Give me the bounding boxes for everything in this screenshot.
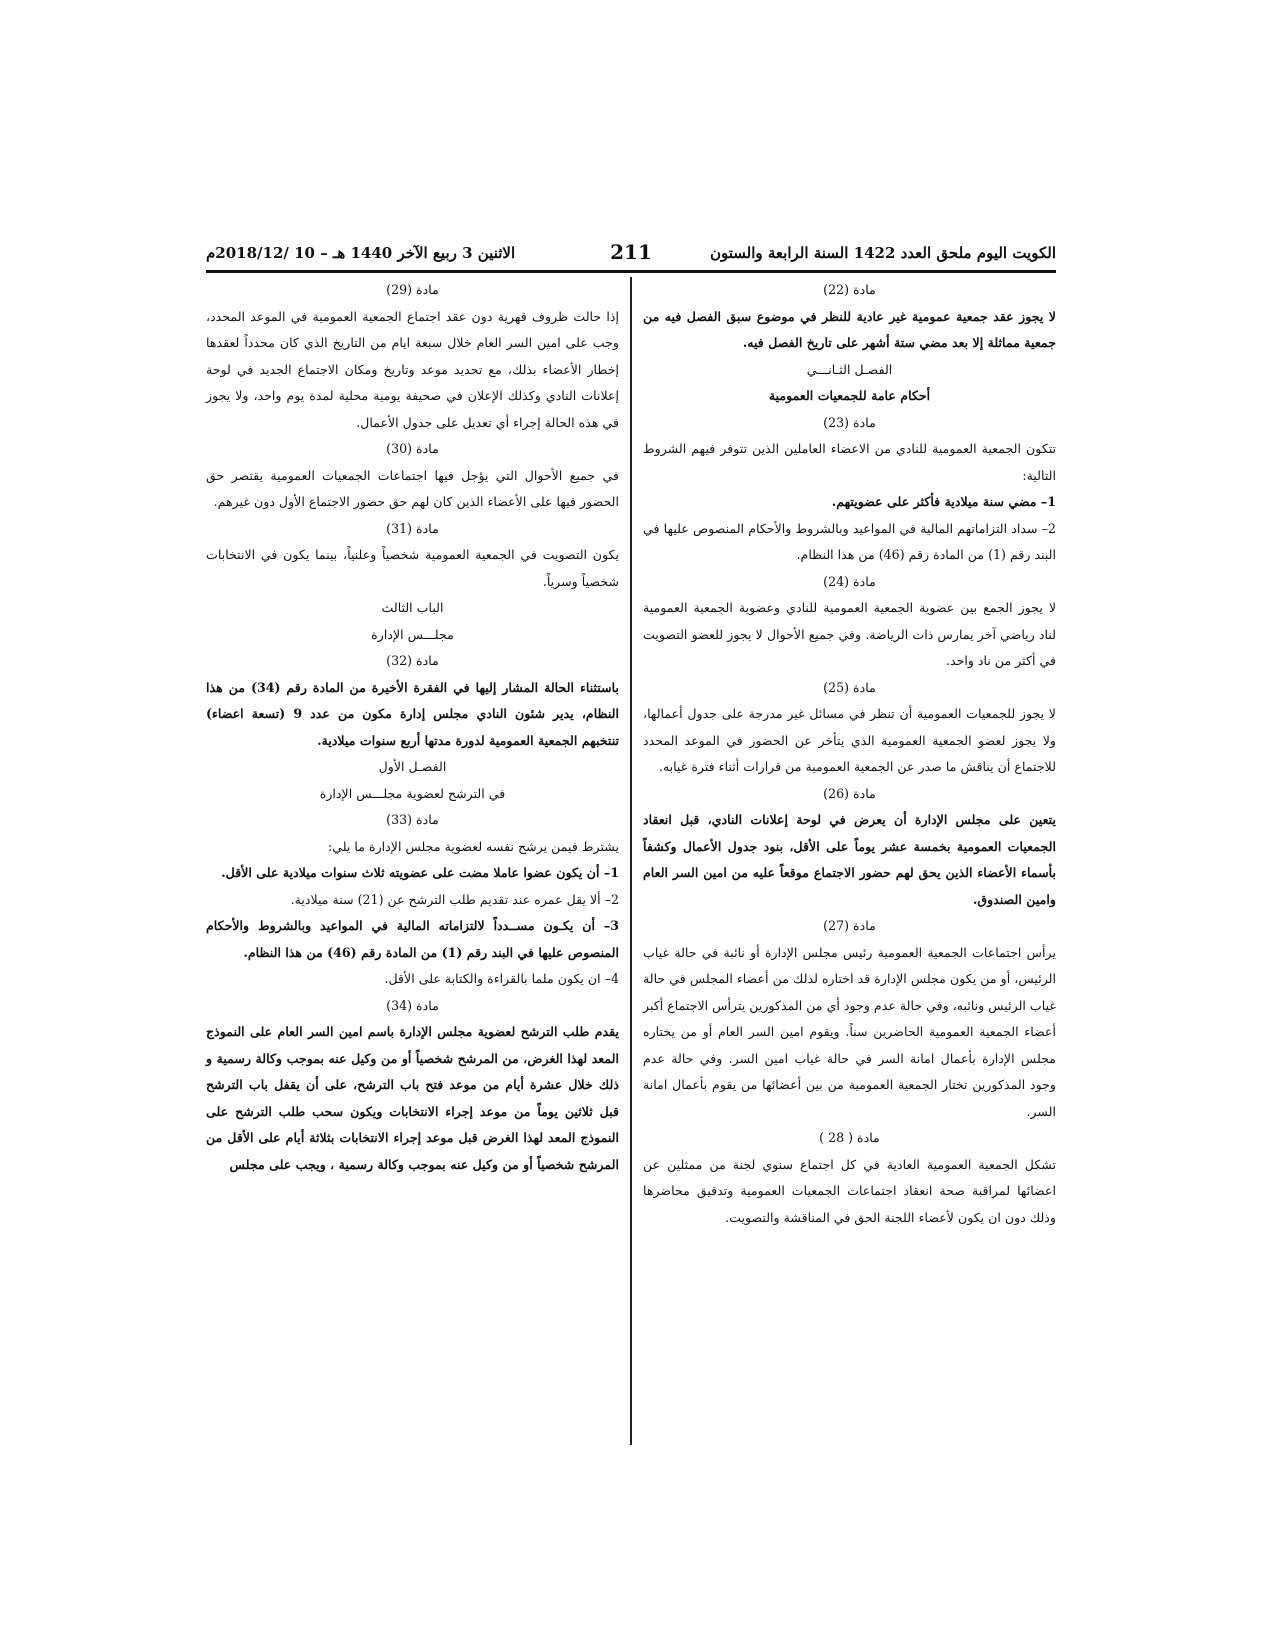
paragraph: لا يجوز الجمع بين عضوية الجمعية العمومية للنادي وعضوية الجمعية العمومية لناد رياضي آخر يمارس ذات الرياضة. وفي جميع الأحوال لا يجوز للعضو التصويت في أكثر من ناد واحد. [643, 600, 1056, 668]
header-publication: الكويت اليوم ملحق العدد 1422 السنة الرابعة والستون [710, 244, 1056, 262]
paragraph: تتكون الجمعية العمومية للنادي من الاعضاء العاملين الذين تتوفر فيهم الشروط التالية: [643, 441, 1056, 483]
heading: الفصـل الأول [378, 759, 447, 774]
paragraph: لا يجوز للجمعيات العمومية أن تنظر في مسائل غير مدرجة على جدول أعمالها، ولا يجوز لعضو الجمعية العمومية الذي يتأخر عن الحضور في الموعد المحدد للاجتماع أن يناقش ما صدر عن الجمعية العمومية من قرارات أثناء فترة غيابه. [643, 706, 1056, 774]
left-column [206, 277, 619, 1178]
heading: مادة (23) [823, 414, 876, 430]
page-number: 211 [610, 240, 652, 264]
heading: الفصـل الثـانـــي [806, 361, 893, 377]
heading: مادة (29) [386, 282, 439, 297]
paragraph: 1– أن يكون عضوا عاملا مضت على عضويته ثلاث سنوات ميلادية على الأقل. [221, 865, 619, 880]
paragraph: يتعين على مجلس الإدارة أن يعرض في لوحة إعلانات النادي، قبل انعقاد الجمعيات العمومية بخمسة عشر يوماً على الأقل، بنود جدول الأعمال وكشفاً بأسماء الأعضاء الذين يحق لهم حضور الاجتماع موقعاً عليه من امين السر العام وامين الصندوق. [643, 812, 1056, 907]
paragraph: 1– مضي سنة ميلادية فأكثر على عضويتهم. [831, 494, 1056, 509]
heading: مادة (26) [823, 785, 876, 801]
page-header [206, 240, 1056, 270]
paragraph: باستثناء الحالة المشار إليها في الفقرة الأخيرة من المادة رقم (34) من هذا النظام، يدير شئون النادي مجلس إدارة مكون من عدد 9 (تسعة اعضاء) تنتخبهم الجمعية العمومية لدورة مدتها أربع سنوات ميلادية. [206, 679, 619, 748]
paragraph: 3– أن يكـون مســدداً لالتزاماته المالية في المواعيد وبالشروط والأحكام المنصوص عليها في البند رقم (1) من المادة رقم (46) من هذا النظام. [206, 918, 619, 960]
heading: مادة (25) [823, 679, 876, 695]
heading: مادة (33) [386, 812, 439, 827]
paragraph: 4– ان يكون ملما بالقراءة والكتابة على الأقل. [384, 971, 619, 986]
column-divider [630, 277, 632, 1445]
paragraph: لا يجوز عقد جمعية عمومية غير عادية للنظر في موضوع سبق الفصل فيه من جمعية مماثلة إلا بعد مضي ستة أشهر على تاريخ الفصل فيه. [643, 308, 1056, 350]
paragraph: يكون التصويت في الجمعية العمومية شخصياً وعلنياً، بينما يكون في الانتخابات شخصياً وسرياً. [206, 547, 619, 589]
paragraph: يرأس اجتماعات الجمعية العمومية رئيس مجلس الإدارة أو نائبة في حالة غياب الرئيس، أو من يكون مجلس الإدارة قد اختاره لذلك من أعضاء المجلس في حالة غياب الرئيس ونائبه، وفي حالة عدم وجود أي من المذكورين يترأس الاجتماع أكبر أعضاء الجمعية العمومية الحاضرين سناً. ويقوم امين السر العام أو من يختاره مجلس الإدارة بأعمال امانة السر في حالة غياب امين السر. وفي حالة عدم وجود المذكورين تختار الجمعية العمومية من بين أعضائها من يقوم بأعمال امانة السر. [643, 944, 1056, 1119]
paragraph: يشترط فيمن يرشح نفسه لعضوية مجلس الإدارة ما يلي: [327, 838, 619, 854]
heading: مادة (32) [386, 653, 439, 668]
heading: مادة (34) [386, 997, 439, 1013]
right-column [643, 277, 1056, 1231]
header-rule [206, 270, 1056, 273]
paragraph: تشكل الجمعية العمومية العادية في كل اجتماع سنوي لجنة من ممثلين عن اعضائها لمراقبة صحة انعقاد اجتماعات الجمعيات العمومية وتدقيق محاضرها وذلك دون ان يكون لأعضاء اللجنة الحق في المناقشة والتصويت. [643, 1156, 1056, 1225]
paragraph: إذا حالت ظروف قهرية دون عقد اجتماع الجمعية العمومية في الموعد المحدد، وجب على امين السر العام خلال سبعة ايام من التاريخ الذي كان محدداً لعقدها إخطار الأعضاء بذلك، مع تحديد موعد وتاريخ ومكان الاجتماع الجديد في لوحة إعلانات النادي وكذلك الإعلان في صحيفة يومية محلية لمدة يوم واحد، ولا يجوز في هذه الحالة إجراء أي تعديل على جدول الأعمال. [206, 308, 619, 430]
heading: مادة (24) [823, 573, 876, 589]
heading: الباب الثالث [381, 600, 444, 615]
heading: مادة (30) [386, 441, 439, 456]
heading: مادة (22) [823, 282, 876, 297]
paragraph: 2– سداد التزاماتهم المالية في المواعيد وبالشروط والأحكام المنصوص عليها في البند رقم (1) من المادة رقم (46) من هذا النظام. [643, 520, 1056, 562]
heading: مادة (31) [386, 520, 439, 536]
heading: في الترشح لعضوية مجلـــس الإدارة [319, 785, 506, 801]
heading: مجلـــس الإدارة [371, 626, 454, 642]
heading: أحكام عامة للجمعيات العمومية [768, 388, 931, 403]
paragraph: في جميع الأحوال التي يؤجل فيها اجتماعات الجمعيات العمومية يقتصر حق الحضور فيها على الأعضاء الذين كان لهم حق حضور الاجتماع الأول دون غيرهم. [206, 467, 619, 509]
paragraph: يقدم طلب الترشح لعضوية مجلس الإدارة باسم امين السر العام على النموذج المعد لهذا الغرض، من المرشح شخصياً أو من وكيل عنه بموجب وكالة رسمية و ذلك خلال عشرة أيام من موعد فتح باب الترشح، على أن يقفل باب الترشح قبل ثلاثين يوماً من موعد إجراء الانتخابات ويكون سحب طلب الترشح على النموذج المعد لهذا الغرض قبل موعد إجراء الانتخابات بثلاثة أيام على الأقل من المرشح شخصياً أو من وكيل عنه بموجب وكالة رسمية ، ويجب على مجلس [206, 1024, 619, 1172]
paragraph: 2– ألا يقل عمره عند تقديم طلب الترشح عن (21) سنة ميلادية. [290, 891, 619, 907]
heading: مادة (27) [823, 918, 876, 933]
header-date: الاثنين 3 ربيع الآخر 1440 هـ – 10 /2018/12م [206, 244, 516, 262]
heading: مادة ( 28 ) [819, 1130, 880, 1145]
